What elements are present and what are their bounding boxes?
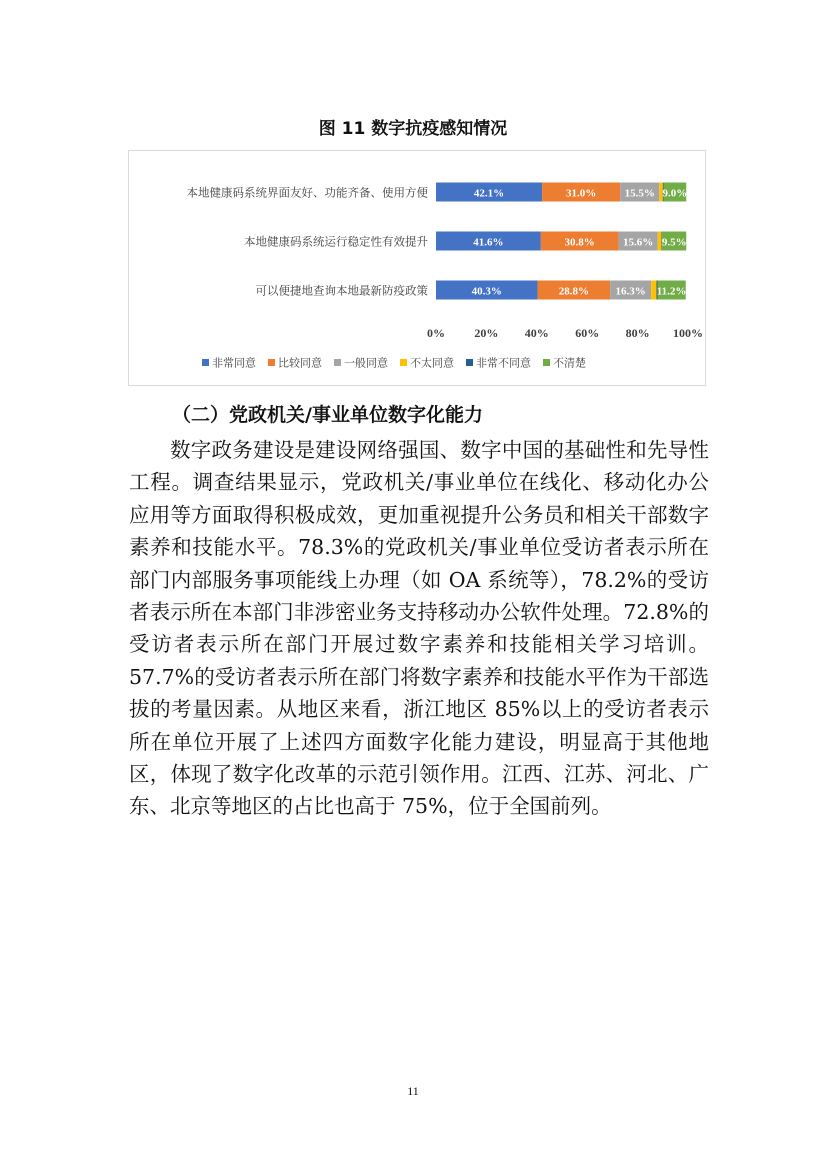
legend-label: 非常不同意 (476, 356, 531, 370)
legend-label: 不清楚 (553, 356, 586, 370)
section-heading: （二）党政机关/事业单位数字化能力 (172, 404, 483, 426)
figure-title: 图 11 数字抗疫感知情况 (318, 119, 508, 139)
legend-swatch (268, 359, 275, 366)
data-label: 16.3% (615, 285, 646, 298)
data-label: 28.8% (558, 285, 589, 298)
body-paragraph: 数字政务建设是建设网络强国、数字中国的基础性和先导性工程。调查结果显示，党政机关/事业单位在线化、移动化办公应用等方面取得积极成效，更加重视提升公务员和相关干部数字素养和技能水平。78.3%的党政机关/事业单位受访者表示所在部门内部服务事项能线上办理（如 OA 系统等），78.2%的受访者表示所在本部门非涉密业务支持移动办公软件处理。72.8%的受访者表示所在部门开展过数字素养和技能相关学习培训。57.7%的受访者表示所在部门将数字素养和技能水平作为干部选拔的考量因素。从地区来看，浙江地区 85%以上的受访者表示所在单位开展了上述四方面数字化能力建设，明显高于其他地区，体现了数字化改革的示范引领作用。江西、江苏、河北、广东、北京等地区的占比也高于 75%，位于全国前列。 (129, 438, 709, 819)
data-label: 9.5% (661, 236, 687, 249)
data-label: 31.0% (566, 187, 597, 200)
legend-swatch (543, 359, 550, 366)
category-label: 本地健康码系统界面友好、功能齐备、使用方便 (186, 185, 428, 200)
data-label: 41.6% (473, 236, 504, 249)
category-label: 可以便捷地查询本地最新防疫政策 (255, 283, 428, 298)
stacked-bar-chart (128, 150, 706, 386)
data-label: 15.5% (624, 187, 655, 200)
x-tick-label: 0% (427, 326, 445, 340)
body-text (129, 434, 709, 823)
x-tick-label: 80% (625, 326, 650, 340)
x-tick-label: 40% (524, 326, 549, 340)
legend-swatch (400, 359, 407, 366)
page-number: 11 (407, 1084, 419, 1098)
legend-label: 比较同意 (278, 356, 322, 370)
data-label: 11.2% (656, 285, 687, 298)
data-label: 30.8% (564, 236, 595, 249)
x-tick-label: 60% (575, 326, 600, 340)
bar-segment (651, 281, 656, 300)
data-label: 40.3% (471, 285, 502, 298)
legend-swatch (334, 359, 341, 366)
legend-label: 一般同意 (344, 356, 388, 370)
category-label: 本地健康码系统运行稳定性有效提升 (244, 234, 428, 249)
chart-svg (129, 151, 707, 387)
x-tick-label: 100% (673, 326, 703, 340)
legend-swatch (202, 359, 209, 366)
legend-label: 非常同意 (212, 356, 256, 370)
legend-label: 不太同意 (410, 356, 454, 370)
data-label: 42.1% (473, 187, 505, 200)
x-tick-label: 20% (474, 326, 499, 340)
data-label: 9.0% (662, 187, 688, 200)
legend-swatch (466, 359, 473, 366)
data-label: 15.6% (622, 236, 654, 249)
